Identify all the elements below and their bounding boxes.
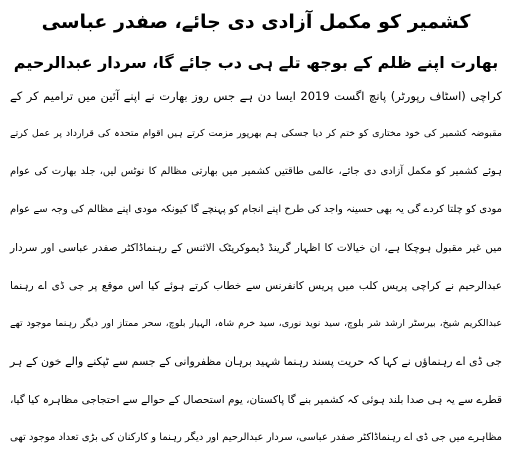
subheadline: بھارت اپنے ظلم کے بوجھ تلے ہی دب جائے گا، سردار عبدالرحیم: [13, 53, 499, 72]
body-line: عبدالکریم شیخ، بیرسٹر ارشد شر بلوچ، سید نوید نوری، سید خرم شاہ، الہیار بلوچ، سحر ممتاز اور دیگر رہنما موجود تھے: [10, 318, 502, 329]
body-line: جی ڈی اے رہنماؤں نے کہا کہ حریت پسند رہنما شہید برہان مظفروانی کے جسم سے ٹپکنے والے خون کے ہر: [9, 355, 502, 368]
body-line: قطرے سے یہ ہی صدا بلند ہوئی کہ کشمیر بنے گا پاکستان، یوم استحصال کے حوالے سے احتجاجی مظاہرہ کیا گیا،: [9, 394, 502, 406]
body-line: مودی کو چلتا کردے گی یہ بھی حسینہ واجد کی طرح اپنے انجام کو پہنچے گا کیونکہ مودی اپنے مظالم کی وجہ سے عوام: [10, 204, 502, 215]
headline: کشمیر کو مکمل آزادی دی جائے، صفدر عباسی: [41, 11, 471, 33]
body-line: مظاہرے میں جی ڈی اے رہنماڈاکٹر صفدر عباسی، سردار عبدالرحیم اور دیگر رہنما و کارکنان کی بڑی تعداد موجود تھی: [10, 432, 502, 443]
body-line: ہوئے کشمیر کو مکمل آزادی دی جائے، عالمی طاقتیں کشمیر میں بھارتی مظالم کا نوٹس لیں، جلد بھارت کی عوام: [10, 166, 502, 177]
body-line: میں غیر مقبول ہوچکا ہے، ان خیالات کا اظہار گرینڈ ڈیموکریٹک الائنس کے رہنماڈاکٹر صفدر عباسی اور سردار: [10, 242, 502, 254]
body-line: مقبوضہ کشمیر کی خود مختاری کو ختم کر دیا جسکی ہم بھرپور مزمت کرتے ہیں اقوام متحدہ کی قرارداد پر عمل کرتے: [10, 128, 502, 139]
body-line: کراچی (اسٹاف رپورٹر) پانچ اگست 2019 ایسا دن ہے جس روز بھارت نے اپنے آئین میں ترامیم کر کے: [10, 89, 503, 103]
body-line: عبدالرحیم نے کراچی پریس کلب میں پریس کانفرنس سے خطاب کرتے ہوئے کیا اس موقع پر جی ڈی اے رہنما: [10, 280, 502, 292]
